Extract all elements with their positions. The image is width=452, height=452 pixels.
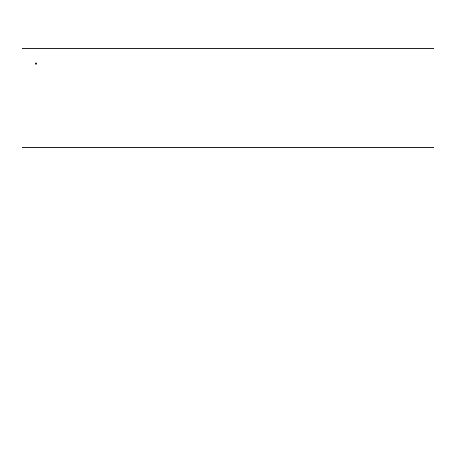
profile-divider xyxy=(22,147,434,148)
header-divider xyxy=(22,48,434,49)
